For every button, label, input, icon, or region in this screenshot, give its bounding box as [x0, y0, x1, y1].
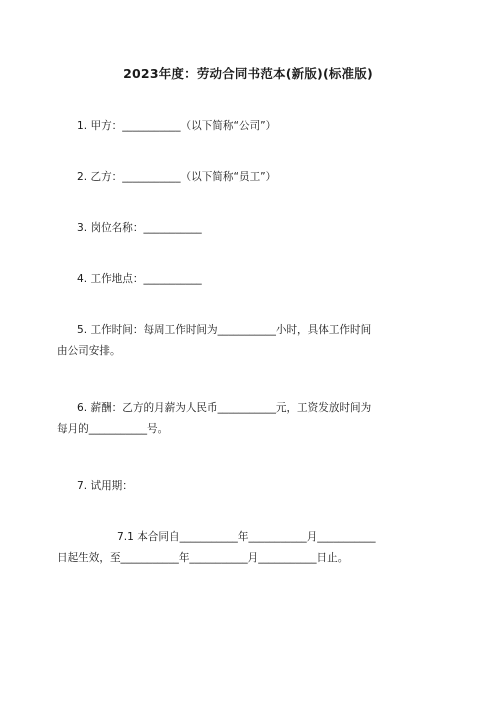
clause-party-b: 2. 乙方：___________（以下简称“员工”） [77, 171, 277, 183]
clause-probation-term [57, 527, 467, 569]
clause-location: 4. 工作地点：___________ [77, 273, 202, 285]
clause-working-hours-line1: 5. 工作时间：每周工作时间为___________小时，具体工作时间 [77, 324, 372, 336]
clause-working-hours-line2: 由公司安排。 [57, 345, 121, 357]
clause-position: 3. 岗位名称：___________ [77, 222, 202, 234]
document-title: 2023年度：劳动合同书范本(新版)(标准版) [123, 66, 373, 81]
clause-probation: 7. 试用期： [77, 480, 133, 492]
clause-salary-line1: 6. 薪酬：乙方的月薪为人民币___________元，工资发放时间为 [77, 402, 372, 414]
clause-probation-term-line1: 7.1 本合同自___________年___________月___________ [117, 531, 376, 543]
clause-working-hours [57, 320, 427, 362]
clause-salary-line2: 每月的___________号。 [57, 423, 169, 435]
clause-salary [57, 398, 427, 440]
clause-party-a: 1. 甲方：___________（以下简称“公司”） [77, 120, 277, 132]
clause-probation-term-line2: 日起生效，至___________年___________月___________日止。 [57, 552, 349, 564]
